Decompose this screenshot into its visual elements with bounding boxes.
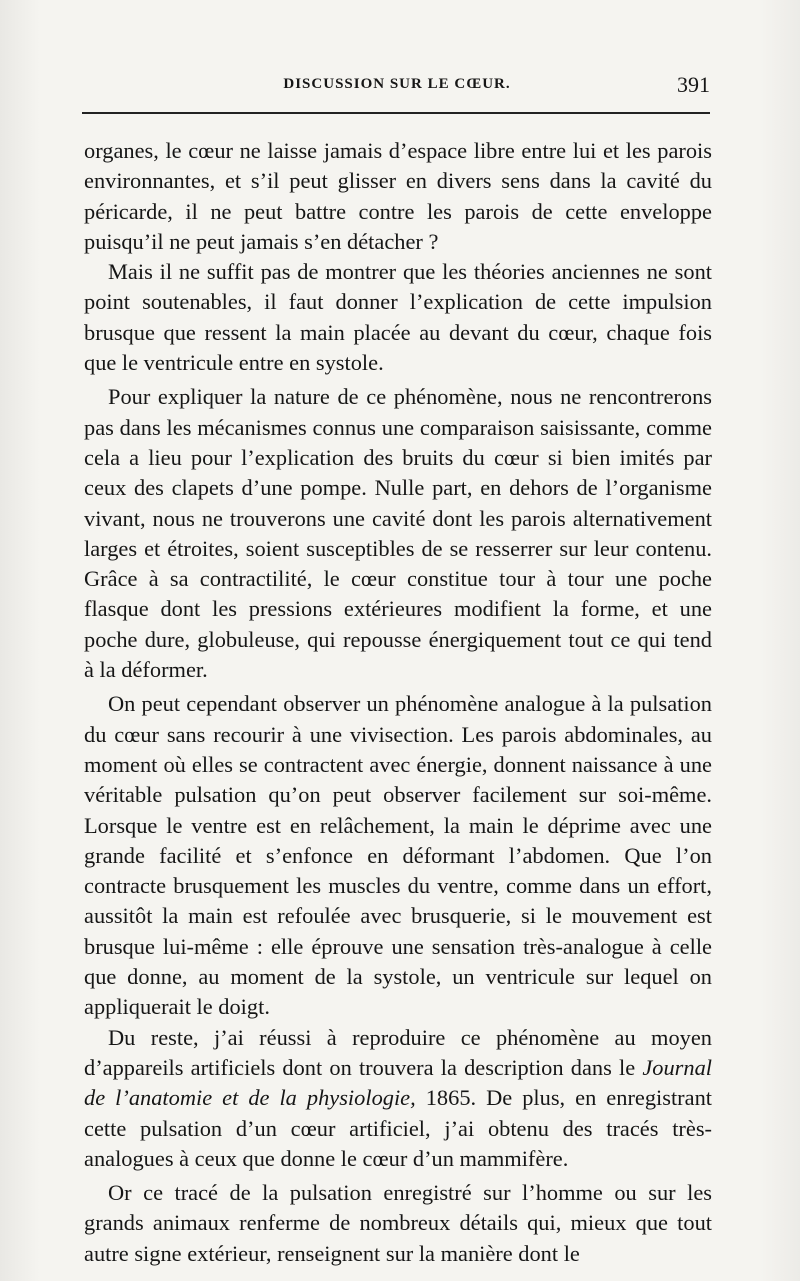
running-head xyxy=(82,70,712,106)
paragraph: Or ce tracé de la pulsation enregistré sur l’homme ou sur les grands animaux renferme de nombreux détails qui, mieux que tout autre signe extérieur, renseignent sur la manière dont le xyxy=(84,1180,712,1266)
paragraph: Mais il ne suffit pas de montrer que les théories anciennes ne sont point soutenables, il faut donner l’explication de cette impulsion brusque que ressent la main placée au devant du cœur, chaque fois que le ventricule entre en systole. xyxy=(84,259,712,376)
paragraph: Pour expliquer la nature de ce phénomène, nous ne rencontrerons pas dans les mécanismes connus une comparaison saisissante, comme cela a lieu pour l’explication des bruits du cœur si bien imités par ceux des clapets d’une pompe. Nulle part, en dehors de l’organisme vivant, nous ne trouverons une cavité dont les parois alternativement larges et étroites, soient susceptibles de se resserrer sur leur contenu. Grâce à sa contractilité, le cœur constitue tour à tour une poche flasque dont les pressions extérieures modifient la forme, et une poche dure, globuleuse, qui repousse énergiquement tout ce qui tend à la déformer. xyxy=(84,384,712,683)
paragraph-with-citation xyxy=(84,1023,712,1174)
body-text xyxy=(84,136,712,1269)
journal-title: Journal de l’anatomie et de la physiologie, xyxy=(84,1054,712,1111)
citation-trail-text: 1865. De plus, en enregistrant cette pulsation d’un cœur artificiel, j’ai obtenu des tracés très-analogues à ceux que donne le cœur d’un mammifère. xyxy=(84,1085,712,1171)
page-number: 391 xyxy=(677,72,710,97)
paragraph-continuation: organes, le cœur ne laisse jamais d’espace libre entre lui et les parois environnantes, et s’il peut glisser en divers sens dans la cavité du péricarde, il ne peut battre contre les parois de cette enveloppe puisqu’il ne peut jamais s’en détacher ? xyxy=(84,138,712,254)
running-title: DISCUSSION SUR LE CŒUR. xyxy=(283,76,511,92)
paragraph: On peut cependant observer un phénomène analogue à la pulsation du cœur sans recourir à une vivisection. Les parois abdominales, au moment où elles se contractent avec énergie, donnent naissance à une véritable pulsation qu’on peut observer facilement sur soi-même. Lorsque le ventre est en relâchement, la main le déprime avec une grande facilité et s’enfonce en déformant l’abdomen. Que l’on contracte brusquement les muscles du ventre, comme dans un effort, aussitôt la main est refoulée avec brusquerie, si le mouvement est brusque lui-même : elle éprouve une sensation très-analogue à celle que donne, au moment de la systole, un ventricule sur lequel on appliquerait le doigt. xyxy=(84,691,712,1020)
header-rule xyxy=(82,112,710,114)
citation-lead-text: Du reste, j’ai réussi à reproduire ce phénomène au moyen d’appareils artificiels dont on trouvera la description dans le xyxy=(84,1024,712,1080)
